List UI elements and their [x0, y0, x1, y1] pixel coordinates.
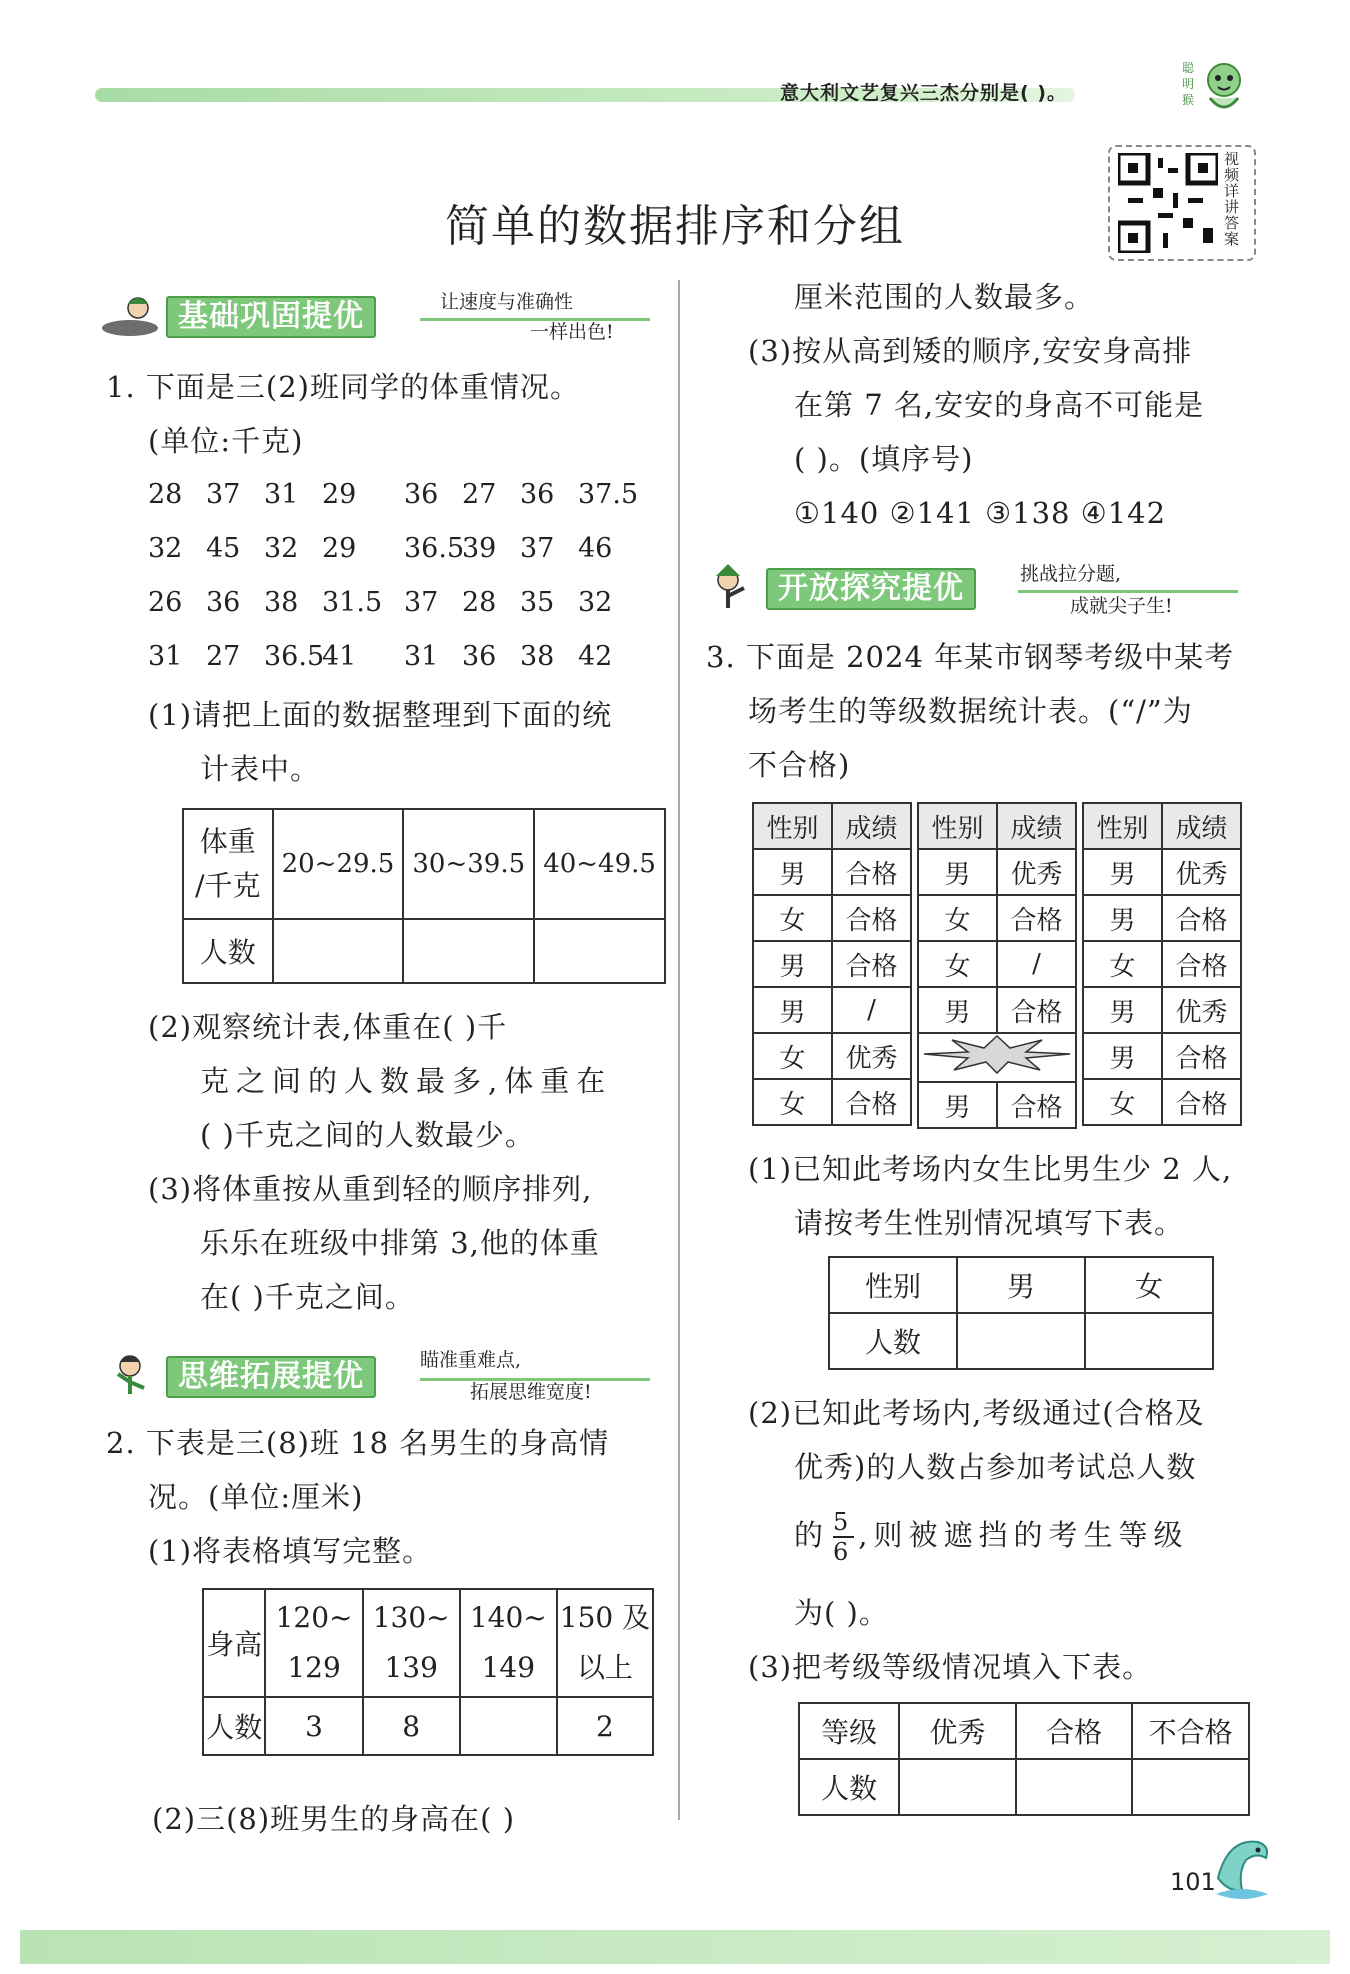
svg-text:明: 明 [1182, 77, 1195, 91]
q3-level-head: 等级 [799, 1703, 899, 1759]
q2-options: ①140 ②141 ③138 ④142 [794, 496, 1167, 530]
q3-grade-cell: 女 [918, 895, 997, 941]
q2-part3-line2: 在第 7 名,安安的身高不可能是 [794, 388, 1205, 422]
q1-table-col3: 40~49.5 [534, 809, 665, 919]
q3-grade-cell: 女 [918, 941, 997, 987]
q2-row-label: 人数 [203, 1697, 265, 1755]
q3-part2-line4: 为( )。 [794, 1596, 889, 1630]
q3-stem-line1: 3. 下面是 2024 年某市钢琴考级中某考 [706, 640, 1235, 674]
q1-data-value: 37 [404, 587, 439, 618]
q1-data-value: 26 [148, 587, 183, 618]
footer-bar [20, 1930, 1330, 1964]
q3-grade-cell: 男 [918, 849, 997, 895]
q1-data-value: 27 [462, 479, 497, 510]
q3-level-excellent: 优秀 [899, 1703, 1016, 1759]
q2-count-150: 2 [557, 1697, 653, 1755]
q1-data-value: 27 [206, 641, 241, 672]
q2-part2-line1: (2)三(8)班男生的身高在( ) [152, 1802, 516, 1836]
q3-blank-cell[interactable] [1016, 1759, 1133, 1815]
q3-grade-cell: 合格 [1162, 941, 1241, 987]
q1-data-value: 36.5 [404, 533, 465, 564]
q2-count-120: 3 [265, 1697, 362, 1755]
q3-grade-cell: 男 [918, 987, 997, 1033]
q3-grade-cell: 男 [753, 941, 832, 987]
q3-grade-cell: 合格 [832, 895, 911, 941]
q3-grade-cell: 合格 [1162, 1079, 1241, 1125]
q3-blank-cell[interactable] [957, 1313, 1085, 1369]
q3-grade-cell: 优秀 [832, 1033, 911, 1079]
q2-col-140: 140~ 149 [460, 1589, 557, 1697]
q1-table-head: 体重 /千克 [183, 809, 273, 919]
q3-grade-cell: 合格 [832, 941, 911, 987]
q1-part2-line3: ( )千克之间的人数最少。 [200, 1118, 535, 1152]
q1-weight-table [182, 808, 666, 984]
q1-data-value: 39 [462, 533, 497, 564]
q2-table-head: 身高 [203, 1589, 265, 1697]
section-thinking-motto1: 瞄准重难点, [420, 1349, 522, 1371]
hidden-cell-star [918, 1033, 1076, 1082]
q3-grade-cell: 优秀 [1162, 849, 1241, 895]
section-open-header [700, 563, 1240, 617]
q1-data-value: 36 [206, 587, 241, 618]
q3-part1-line2: 请按考生性别情况填写下表。 [794, 1206, 1185, 1240]
q3-grade-cell: 合格 [997, 987, 1076, 1033]
q3-part2-line3: 的 $\frac{5}{6}$ ,则被遮挡的考生等级 [794, 1508, 1189, 1566]
svg-text:猴: 猴 [1182, 93, 1195, 107]
trivia-question: 意大利文艺复兴三杰分别是( )。 [780, 82, 1067, 104]
section-basic-title: 基础巩固提优 [166, 296, 376, 338]
q2-part3-line1: (3)按从高到矮的顺序,安安身高排 [748, 334, 1193, 368]
q3-grade-cell: 男 [753, 987, 832, 1033]
q1-table-col1: 20~29.5 [273, 809, 404, 919]
q3-grade-cell: / [832, 987, 911, 1033]
q1-data-value: 29 [322, 479, 357, 510]
q1-data-value: 37 [206, 479, 241, 510]
q1-data-value: 31.5 [322, 587, 383, 618]
q3-grade-cell: / [997, 941, 1076, 987]
q1-data-value: 45 [206, 533, 241, 564]
q3-grade-cell: 女 [753, 895, 832, 941]
q3-level-row-label: 人数 [799, 1759, 899, 1815]
q1-blank-cell[interactable] [403, 919, 534, 983]
q3-grade-block [752, 802, 912, 1126]
q3-grade-header-cell: 成绩 [997, 803, 1076, 849]
section-open-motto1: 挑战拉分题, [1020, 563, 1122, 585]
svg-text:聪: 聪 [1182, 61, 1195, 75]
q3-stem-line3: 不合格) [748, 748, 851, 782]
q3-grade-cell: 男 [1083, 849, 1162, 895]
q2-col-120: 120~ 129 [265, 1589, 362, 1697]
section-open-motto2: 成就尖子生! [1070, 595, 1173, 617]
q1-data-value: 31 [404, 641, 439, 672]
q3-grade-cell: 合格 [1162, 895, 1241, 941]
q2-stem-line1: 2. 下表是三(8)班 18 名男生的身高情 [106, 1426, 610, 1460]
q3-grade-cell: 合格 [1162, 1033, 1241, 1079]
q3-grade-header-cell: 性别 [918, 803, 997, 849]
q1-data-value: 32 [578, 587, 613, 618]
q3-gender-row-label: 人数 [829, 1313, 957, 1369]
q1-data-value: 31 [148, 641, 183, 672]
section-open-title: 开放探究提优 [766, 568, 976, 610]
q1-blank-cell[interactable] [273, 919, 404, 983]
q2-count-130: 8 [363, 1697, 460, 1755]
q1-data-value: 46 [578, 533, 613, 564]
q1-table-col2: 30~39.5 [403, 809, 534, 919]
section-thinking-title: 思维拓展提优 [166, 1356, 376, 1398]
q3-grade-cell: 女 [1083, 1079, 1162, 1125]
q1-data-value: 36 [404, 479, 439, 510]
q1-part1-line1: (1)请把上面的数据整理到下面的统 [148, 698, 613, 732]
q2-count-140[interactable] [460, 1697, 557, 1755]
section-basic-header [100, 291, 660, 343]
kid-icon [100, 1352, 166, 1398]
q3-grade-tables [752, 802, 1242, 1130]
q1-data-value: 35 [520, 587, 555, 618]
q1-data-value: 36.5 [264, 641, 325, 672]
q1-part3-line2: 乐乐在班级中排第 3,他的体重 [200, 1226, 600, 1260]
q2-col-150: 150 及 以上 [557, 1589, 653, 1697]
q3-grade-cell: 男 [1083, 895, 1162, 941]
q1-data-value: 37.5 [578, 479, 639, 510]
q3-part1-line1: (1)已知此考场内女生比男生少 2 人, [748, 1152, 1233, 1186]
q1-data-value: 36 [520, 479, 555, 510]
q1-data-value: 31 [264, 479, 299, 510]
q3-grade-cell: 女 [753, 1033, 832, 1079]
q3-grade-header-cell: 性别 [1083, 803, 1162, 849]
q3-level-table [798, 1702, 1250, 1816]
page-title: 简单的数据排序和分组 [445, 201, 905, 252]
page-number: 101 [1170, 1868, 1216, 1896]
q3-gender-male: 男 [957, 1257, 1085, 1313]
q1-stem-line2: (单位:千克) [148, 424, 304, 458]
q3-grade-cell: 男 [918, 1082, 997, 1128]
q2-part2-line2: 厘米范围的人数最多。 [794, 280, 1095, 314]
q2-part1: (1)将表格填写完整。 [148, 1534, 433, 1568]
q2-stem-line2: 况。(单位:厘米) [148, 1480, 364, 1514]
q3-grade-cell: 合格 [997, 1082, 1076, 1128]
q1-data-value: 41 [322, 641, 357, 672]
q1-data-value: 38 [520, 641, 555, 672]
q3-grade-cell: 女 [1083, 941, 1162, 987]
q1-data-value: 37 [520, 533, 555, 564]
q1-data-value: 29 [322, 533, 357, 564]
q3-gender-head: 性别 [829, 1257, 957, 1313]
q3-blank-cell[interactable] [899, 1759, 1016, 1815]
q1-part3-line1: (3)将体重按从重到轻的顺序排列, [148, 1172, 593, 1206]
q1-part3-line3: 在( )千克之间。 [200, 1280, 415, 1314]
column-divider [678, 280, 680, 1820]
q3-grade-cell: 合格 [832, 849, 911, 895]
q3-grade-cell: 女 [753, 1079, 832, 1125]
q3-blank-cell[interactable] [1085, 1313, 1213, 1369]
fraction: $\frac{5}{6}$ [833, 1508, 855, 1566]
q1-data-value: 28 [462, 587, 497, 618]
q1-part1-line2: 计表中。 [200, 752, 321, 786]
q1-table-row-label: 人数 [183, 919, 273, 983]
q1-data-value: 32 [264, 533, 299, 564]
q3-stem-line2: 场考生的等级数据统计表。(“/”为 [748, 694, 1193, 728]
q3-grade-header-cell: 性别 [753, 803, 832, 849]
q3-level-fail: 不合格 [1132, 1703, 1249, 1759]
section-thinking-motto2: 拓展思维宽度! [470, 1381, 592, 1403]
monkey-mascot-icon [1180, 54, 1250, 120]
q3-grade-cell: 男 [1083, 1033, 1162, 1079]
q3-grade-header-cell: 成绩 [832, 803, 911, 849]
q1-stem-line1: 1. 下面是三(2)班同学的体重情况。 [106, 370, 580, 404]
kid-icon [700, 564, 766, 610]
q1-part2-line2: 克之间的人数最多,体重在 [200, 1064, 613, 1098]
q3-part3: (3)把考级等级情况填入下表。 [748, 1650, 1153, 1684]
q3-grade-header-cell: 成绩 [1162, 803, 1241, 849]
q3-blank-cell[interactable] [1132, 1759, 1249, 1815]
q1-data-value: 36 [462, 641, 497, 672]
kid-icon [100, 292, 166, 338]
section-basic-motto1: 让速度与准确性 [440, 291, 574, 313]
q3-grade-block [1082, 802, 1242, 1126]
q1-data-value: 28 [148, 479, 183, 510]
q3-gender-table [828, 1256, 1214, 1370]
q3-grade-cell: 合格 [832, 1079, 911, 1125]
q3-grade-cell: 合格 [997, 895, 1076, 941]
q2-col-130: 130~ 139 [363, 1589, 460, 1697]
q3-grade-cell: 优秀 [1162, 987, 1241, 1033]
q1-blank-cell[interactable] [534, 919, 665, 983]
q1-data-value: 42 [578, 641, 613, 672]
q3-part2-line2: 优秀)的人数占参加考试总人数 [794, 1450, 1197, 1484]
q3-grade-cell: 优秀 [997, 849, 1076, 895]
q1-data-value: 32 [148, 533, 183, 564]
qr-label: 视频详讲答案 [1224, 150, 1240, 248]
q1-part2-line1: (2)观察统计表,体重在( )千 [148, 1010, 508, 1044]
dolphin-mascot-icon [1208, 1828, 1276, 1908]
q2-part3-line3: ( )。(填序号) [794, 442, 974, 476]
q3-gender-female: 女 [1085, 1257, 1213, 1313]
section-basic-motto2: 一样出色! [530, 321, 614, 343]
section-thinking-header [100, 1349, 660, 1403]
q3-grade-cell: 男 [753, 849, 832, 895]
q3-grade-block [917, 802, 1077, 1129]
q3-level-pass: 合格 [1016, 1703, 1133, 1759]
q1-data-value: 38 [264, 587, 299, 618]
q3-part2-line1: (2)已知此考场内,考级通过(合格及 [748, 1396, 1205, 1430]
q3-grade-cell: 男 [1083, 987, 1162, 1033]
q2-height-table [202, 1588, 654, 1756]
